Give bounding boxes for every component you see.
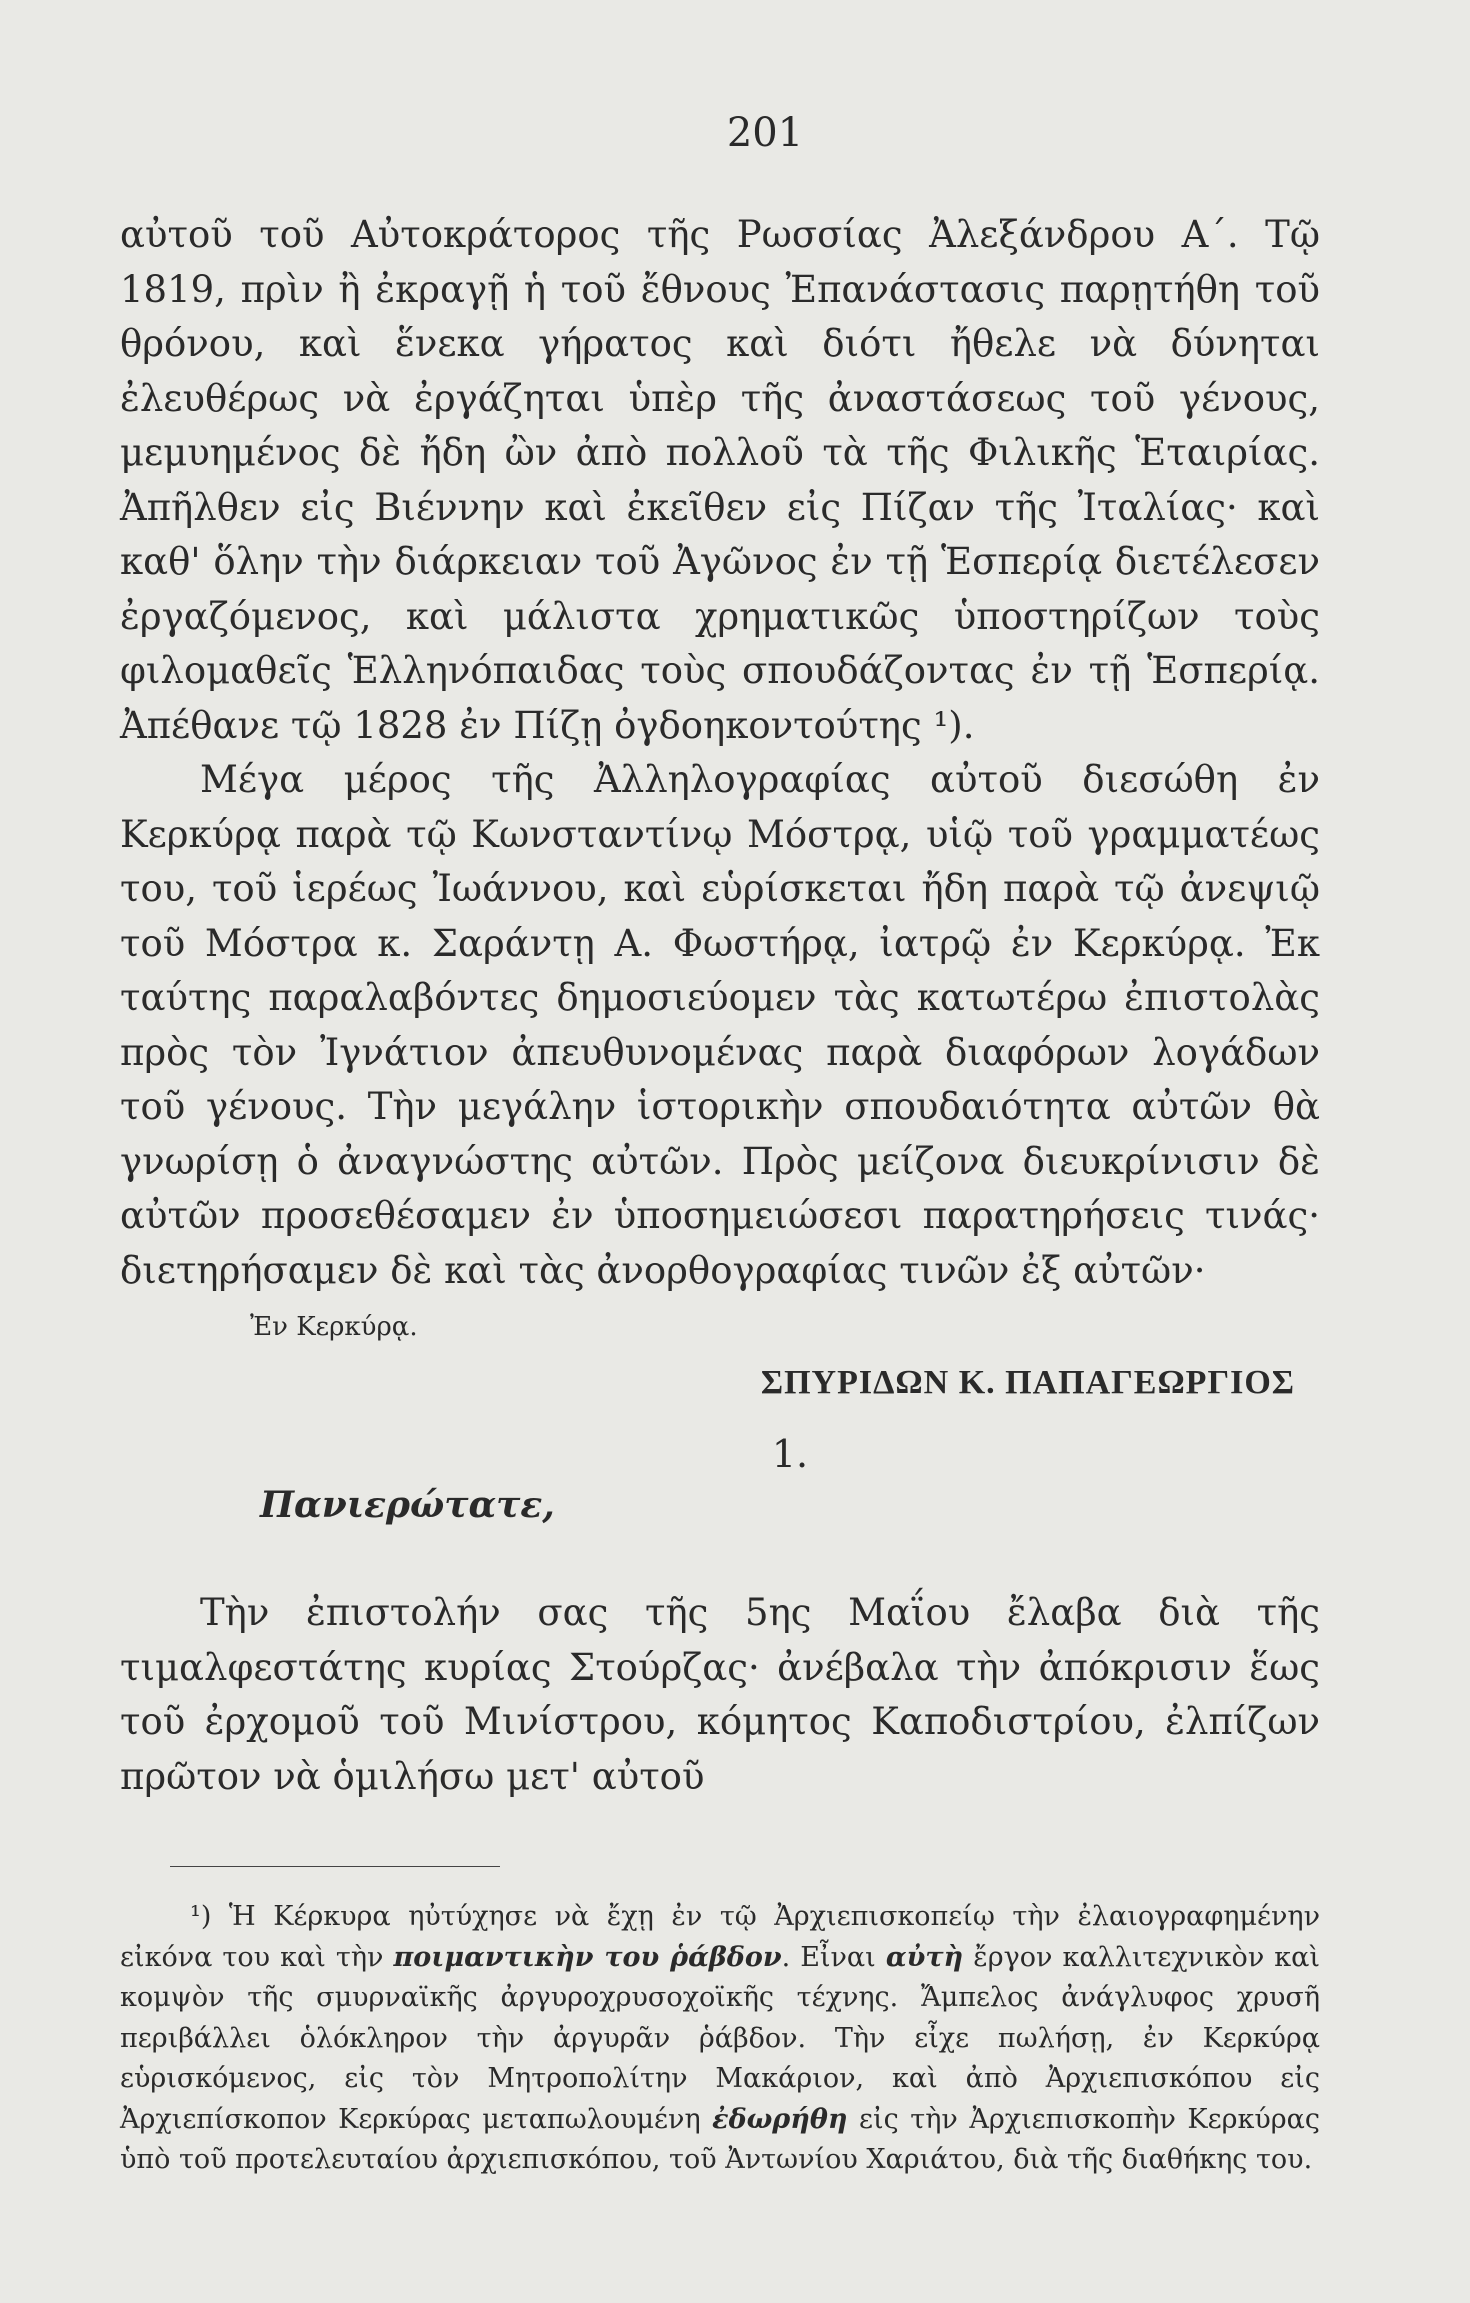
correspondence-paragraph: Μέγα μέρος τῆς Ἀλληλογραφίας αὐτοῦ διεσώθη ἐν Κερκύρᾳ παρὰ τῷ Κωνσταντίνῳ Μόστρᾳ, υἱῷ τοῦ γραμματέως του, τοῦ ἱερέως Ἰωάννου, καὶ εὑρίσκεται ἤδη παρὰ τῷ ἀνεψιῷ τοῦ Μόστρα κ. Σαράντῃ Α. Φωστήρᾳ, ἰατρῷ ἐν Κερκύρᾳ. Ἐκ ταύτης παραλαβόντες δημοσιεύομεν τὰς κατωτέρω ἐπιστολὰς πρὸς τὸν Ἰγνάτιον ἀπευθυνομένας παρὰ διαφόρων λογάδων τοῦ γένους. Τὴν μεγάλην ἱστορικὴν σπουδαιότητα αὐτῶν θὰ γνωρίσῃ ὁ ἀναγνώστης αὐτῶν. Πρὸς μείζονα διευκρίνισιν δὲ αὐτῶν προσεθέσαμεν ἐν ὑποσημειώσεσι παρατηρήσεις τινάς· διετηρήσαμεν δὲ καὶ τὰς ἀνορθογραφίας τινῶν ἐξ αὐτῶν· xyxy=(120,758,1320,1292)
author-signature: ΣΠΥΡΙΔΩΝ Κ. ΠΑΠΑΓΕΩΡΓΙΟΣ xyxy=(760,1364,1295,1401)
footnote xyxy=(120,1897,1320,2181)
footnote-divider xyxy=(170,1866,500,1867)
footnote-text-2: . Εἶναι xyxy=(781,1941,886,1973)
footnote-emphasis-donated: ἐδωρήθη xyxy=(712,2103,848,2135)
intro-paragraph: αὐτοῦ τοῦ Αὐτοκράτορος τῆς Ρωσσίας Ἀλεξάνδρου Α΄. Τῷ 1819, πρὶν ἢ ἐκραγῇ ἡ τοῦ ἔθνους Ἐπανάστασις παρῃτήθη τοῦ θρόνου, καὶ ἕνεκα γήρατος καὶ διότι ἤθελε νὰ δύνηται ἐλευθέρως νὰ ἐργάζηται ὑπὲρ τῆς ἀναστάσεως τοῦ γένους, μεμυημένος δὲ ἤδη ὢν ἀπὸ πολλοῦ τὰ τῆς Φιλικῆς Ἑταιρίας. Ἀπῆλθεν εἰς Βιέννην καὶ ἐκεῖθεν εἰς Πίζαν τῆς Ἰταλίας· καὶ καθ' ὅλην τὴν διάρκειαν τοῦ Ἀγῶνος ἐν τῇ Ἑσπερίᾳ διετέλεσεν ἐργαζόμενος, καὶ μάλιστα χρηματικῶς ὑποστηρίζων τοὺς φιλομαθεῖς Ἑλληνόπαιδας τοὺς σπουδάζοντας ἐν τῇ Ἑσπερίᾳ. Ἀπέθανε τῷ 1828 ἐν Πίζῃ ὀγδοηκοντούτης ¹). xyxy=(120,213,1320,747)
page-content xyxy=(120,110,1320,2181)
footnote-text-1: ¹) Ἡ Κέρκυρα ηὐτύχησε νὰ ἔχῃ ἐν τῷ Ἀρχιεπισκοπείῳ τὴν ἐλαιογραφημένην εἰκόνα του καὶ τὴν xyxy=(120,1901,1320,1973)
footnote-text-4: εἰς τὴν Ἀρχιεπισκοπὴν Κερκύρας ὑπὸ τοῦ προτελευταίου ἀρχιεπισκόπου, τοῦ Ἀντωνίου Χαριάτου, διὰ τῆς διαθήκης του. xyxy=(120,2103,1320,2175)
page-number: 201 xyxy=(726,110,804,156)
place-line: Ἐν Κερκύρᾳ. xyxy=(250,1312,418,1342)
footnote-emphasis-it: αὐτὴ xyxy=(885,1941,964,1973)
letter-number: 1. xyxy=(771,1432,809,1476)
footnote-text-3: ἔργον καλλιτεχνικὸν καὶ κομψὸν τῆς σμυρναϊκῆς ἀργυροχρυσοχοϊκῆς τέχνης. Ἄμπελος ἀνάγλυφος χρυσῆ περιβάλλει ὁλόκληρον τὴν ἀργυρᾶν ῥάβδον. Τὴν εἶχε πωλήσῃ, ἐν Κερκύρᾳ εὑρισκόμενος, εἰς τὸν Μητροπολίτην Μακάριον, καὶ ἀπὸ Ἀρχιεπισκόπου εἰς Ἀρχιεπίσκοπον Κερκύρας μεταπωλουμένη xyxy=(120,1941,1321,2135)
letter-salutation: Πανιερώτατε, xyxy=(260,1484,555,1526)
footnote-emphasis-staff: ποιμαντικὴν του ῥάβδον xyxy=(393,1941,782,1973)
letter-body-paragraph: Τὴν ἐπιστολήν σας τῆς 5ης Μαΐου ἔλαβα διὰ τῆς τιμαλφεστάτης κυρίας Στούρζας· ἀνέβαλα τὴν ἀπόκρισιν ἕως τοῦ ἐρχομοῦ τοῦ Μινίστρου, κόμητος Καποδιστρίου, ἐλπίζων πρῶτον νὰ ὁμιλήσω μετ' αὐτοῦ xyxy=(120,1591,1320,1798)
